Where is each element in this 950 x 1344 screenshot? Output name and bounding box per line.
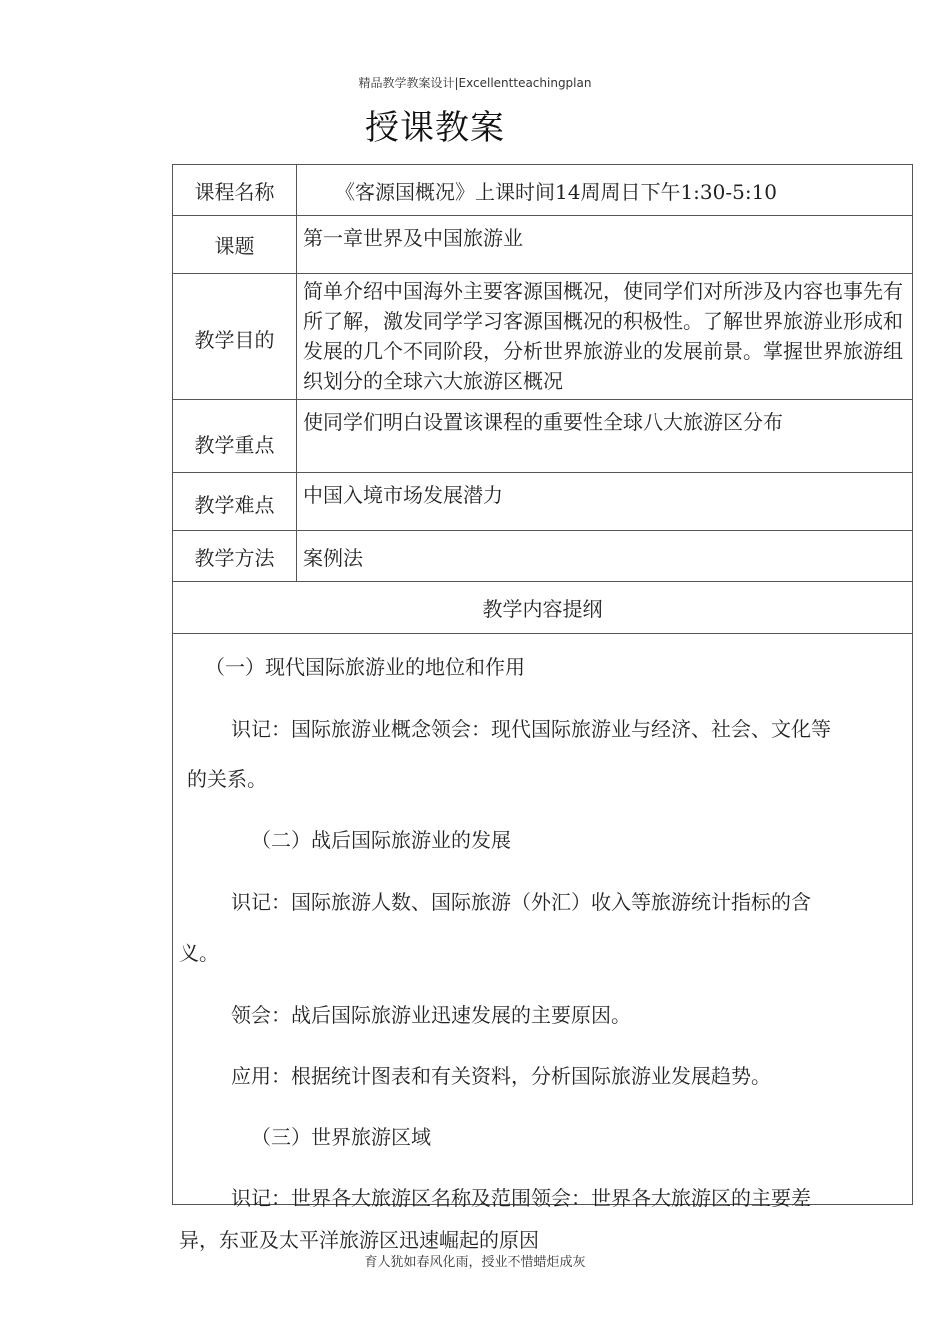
lesson-plan-table: [172, 164, 913, 1252]
row-difficulty: [173, 473, 912, 531]
outline-heading-2: （二）战后国际旅游业的发展: [251, 828, 511, 852]
outline-line: 识记：世界各大旅游区名称及范围领会：世界各大旅游区的主要差: [231, 1186, 811, 1210]
objective-value: 简单介绍中国海外主要客源国概况，使同学们对所涉及内容也事先有所了解，激发同学学习客源国概况的积极性。了解世界旅游业形成和发展的几个不同阶段，分析世界旅游业的发展前景。掌握世界旅游组织划分的全球六大旅游区概况: [297, 274, 913, 400]
topic-value: 第一章世界及中国旅游业: [297, 216, 913, 274]
outline-line: 应用：根据统计图表和有关资料，分析国际旅游业发展趋势。: [231, 1064, 771, 1088]
outline-line: 识记：国际旅游人数、国际旅游（外汇）收入等旅游统计指标的含: [231, 890, 811, 914]
row-objective: [173, 274, 912, 400]
outline-heading-1: （一）现代国际旅游业的地位和作用: [205, 655, 525, 679]
row-course: [173, 165, 912, 216]
method-label: 教学方法: [173, 531, 297, 582]
key-label: 教学重点: [173, 400, 297, 473]
outline-heading: 教学内容提纲: [173, 582, 912, 634]
page-header: 精品教学教案设计|Excellentteachingplan: [358, 76, 592, 90]
outline-heading-3: （三）世界旅游区域: [251, 1125, 431, 1149]
method-value: 案例法: [297, 531, 913, 582]
outline-line: 义。: [179, 941, 219, 965]
row-key-points: [173, 400, 912, 473]
info-table: [173, 165, 912, 634]
page-footer: 育人犹如春风化雨，授业不惜蜡炬成灰: [364, 1255, 586, 1270]
difficulty-value: 中国入境市场发展潜力: [297, 473, 913, 531]
outline-line: 识记：国际旅游业概念领会：现代国际旅游业与经济、社会、文化等: [231, 717, 831, 741]
topic-label: 课题: [173, 216, 297, 274]
objective-label: 教学目的: [173, 274, 297, 400]
row-method: [173, 531, 912, 582]
row-topic: [173, 216, 912, 274]
course-value: 《客源国概况》上课时间14周周日下午1:30-5:10: [297, 165, 913, 216]
difficulty-label: 教学难点: [173, 473, 297, 531]
document-title: 授课教案: [365, 108, 505, 148]
outline-line: 异，东亚及太平洋旅游区迅速崛起的原因: [179, 1228, 539, 1252]
outline-line: 领会：战后国际旅游业迅速发展的主要原因。: [231, 1003, 631, 1027]
course-label: 课程名称: [173, 165, 297, 216]
outline-line: 的关系。: [187, 767, 267, 791]
row-outline-heading: [173, 582, 912, 634]
key-value: 使同学们明白设置该课程的重要性全球八大旅游区分布: [297, 400, 913, 473]
